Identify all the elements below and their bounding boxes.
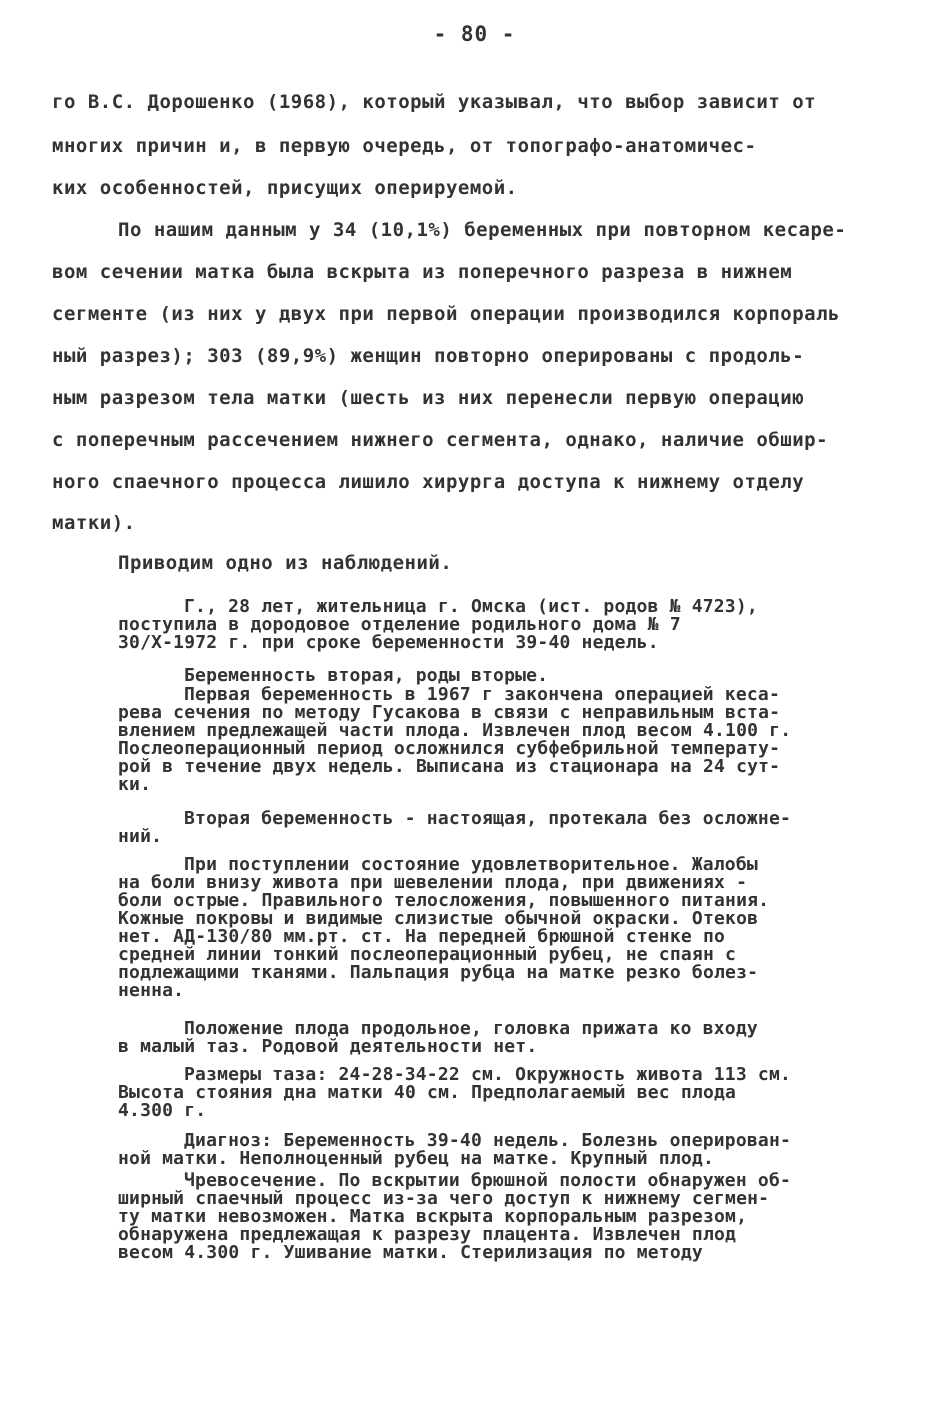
case-line: Послеоперационный период осложнился субфебрильной температу- bbox=[118, 738, 781, 759]
case-line: Кожные покровы и видимые слизистые обычной окраски. Отеков bbox=[118, 908, 759, 929]
case-line: Размеры таза: 24-28-34-22 см. Окружность живота 113 см. bbox=[184, 1064, 792, 1085]
case-line: обнаружена предлежащая к разрезу плацента. Извлечен плод bbox=[118, 1224, 737, 1245]
case-line: влением предлежащей части плода. Извлечен плод весом 4.100 г. bbox=[118, 720, 792, 741]
case-line: подлежащими тканями. Пальпация рубца на матке резко болез- bbox=[118, 962, 759, 983]
body-line: Приводим одно из наблюдений. bbox=[118, 552, 453, 574]
case-line: ту матки невозможен. Матка вскрыта корпоральным разрезом, bbox=[118, 1206, 748, 1227]
case-line: боли острые. Правильного телосложения, повышенного питания. bbox=[118, 890, 770, 911]
case-line: Чревосечение. По вскрытии брюшной полости обнаружен об- bbox=[184, 1170, 792, 1191]
body-line: многих причин и, в первую очередь, от топографо-анатомичес- bbox=[52, 135, 757, 157]
case-line: Диагноз: Беременность 39-40 недель. Болезнь оперирован- bbox=[184, 1130, 792, 1151]
body-line: с поперечным рассечением нижнего сегмента, однако, наличие обшир- bbox=[52, 429, 829, 451]
body-line: ным разрезом тела матки (шесть из них перенесли первую операцию bbox=[52, 387, 805, 409]
page-number: - 80 - bbox=[433, 22, 516, 46]
case-line: Положение плода продольное, головка прижата ко входу bbox=[184, 1018, 758, 1039]
body-line: ного спаечного процесса лишило хирурга доступа к нижнему отделу bbox=[52, 471, 805, 493]
body-line: ких особенностей, присущих оперируемой. bbox=[52, 177, 518, 199]
case-line: рева сечения по методу Гусакова в связи с неправильным вста- bbox=[118, 702, 781, 723]
case-line: в малый таз. Родовой деятельности нет. bbox=[118, 1036, 538, 1057]
case-line: нет. АД-130/80 мм.рт. ст. На передней брюшной стенке по bbox=[118, 926, 726, 947]
case-line: ний. bbox=[118, 826, 163, 847]
case-line: 30/X-1972 г. при сроке беременности 39-40 недель. bbox=[118, 632, 659, 653]
body-line: го В.С. Дорошенко (1968), который указывал, что выбор зависит от bbox=[52, 91, 817, 113]
case-line: поступила в дородовое отделение родильного дома № 7 bbox=[118, 614, 681, 635]
body-line: вом сечении матка была вскрыта из поперечного разреза в нижнем bbox=[52, 261, 793, 283]
case-line: ширный спаечный процесс из-за чего доступ к нижнему сегмен- bbox=[118, 1188, 770, 1209]
case-line: Беременность вторая, роды вторые. bbox=[184, 665, 549, 686]
case-line: Первая беременность в 1967 г закончена операцией кеса- bbox=[184, 684, 780, 705]
case-line: Высота стояния дна матки 40 см. Предполагаемый вес плода bbox=[118, 1082, 737, 1103]
body-line: матки). bbox=[52, 512, 136, 534]
body-line: По нашим данным у 34 (10,1%) беременных при повторном кесаре- bbox=[118, 219, 847, 241]
case-line: ки. bbox=[118, 774, 152, 795]
case-line: 4.300 г. bbox=[118, 1100, 207, 1121]
body-line: сегменте (из них у двух при первой операции производился корпораль bbox=[52, 303, 840, 325]
case-line: средней линии тонкий послеоперационный рубец, не спаян с bbox=[118, 944, 737, 965]
case-line: весом 4.300 г. Ушивание матки. Стерилизация по методу bbox=[118, 1242, 703, 1263]
case-line: рой в течение двух недель. Выписана из стационара на 24 сут- bbox=[118, 756, 781, 777]
case-line: Вторая беременность - настоящая, протекала без осложне- bbox=[184, 808, 792, 829]
case-line: на боли внизу живота при шевелении плода, при движениях - bbox=[118, 872, 748, 893]
body-line: ный разрез); 303 (89,9%) женщин повторно оперированы с продоль- bbox=[52, 345, 805, 367]
case-line: Г., 28 лет, жительница г. Омска (ист. родов № 4723), bbox=[184, 596, 758, 617]
case-line: ненна. bbox=[118, 980, 185, 1001]
case-line: При поступлении состояние удовлетворительное. Жалобы bbox=[184, 854, 758, 875]
case-line: ной матки. Неполноценный рубец на матке. Крупный плод. bbox=[118, 1148, 714, 1169]
